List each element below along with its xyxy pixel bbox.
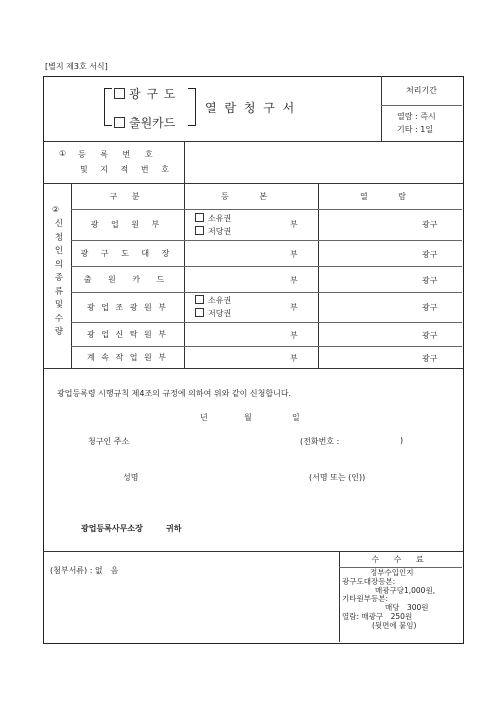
checkbox-mortgage[interactable] (195, 226, 204, 235)
row-name-mining-register: 광 업 원 부 (90, 220, 165, 229)
vertical-char: 청 (54, 232, 64, 243)
view-unit: 광구 (422, 331, 438, 340)
phone-close: ) (400, 436, 404, 445)
left-bracket (104, 88, 112, 126)
checkbox-mine-map[interactable] (114, 88, 125, 99)
vertical-char: 류 (54, 286, 64, 297)
copy-unit: 부 (290, 303, 298, 312)
opt-mortgage-lease[interactable]: 저당권 (195, 307, 231, 320)
vertical-char: 종 (54, 273, 64, 283)
applicant-name-label: 성명 (123, 473, 139, 482)
addressee: 광업등록사무소장 (81, 524, 143, 533)
phone-label: (전화번호 : (300, 437, 340, 446)
form-title: 열 람 청 구 서 (205, 101, 297, 115)
vertical-char: 의 (54, 259, 64, 270)
copy-unit: 부 (290, 354, 298, 363)
processing-period (397, 110, 436, 136)
fee-title: 수 수 료 (371, 554, 430, 564)
signature-label: (서명 또는 (인)) (309, 473, 366, 482)
processing-other: 기타 : 1일 (397, 125, 434, 134)
view-unit: 광구 (422, 250, 438, 259)
row-name-mine-map-ledger: 광 구 도 대 장 (80, 248, 175, 258)
row-line (43, 141, 463, 142)
vertical-char: 및 (54, 300, 64, 310)
row-name-trust-register: 광 업 신 탁 원 부 (86, 329, 169, 339)
view-unit: 광구 (422, 276, 438, 285)
lot-number-label: 및 지 적 번 호 (80, 165, 174, 174)
copy-unit: 부 (290, 250, 298, 259)
processing-divider (381, 105, 462, 106)
opt-mortgage[interactable]: 저당권 (195, 225, 231, 238)
row-line (43, 368, 463, 369)
reg-number-field[interactable] (186, 145, 458, 179)
form-label: [별지 제3호 서식] (45, 62, 108, 71)
addressee-suffix: 귀하 (166, 524, 182, 533)
view-unit: 광구 (422, 354, 438, 363)
opt-ownership-lease[interactable]: 소유권 (195, 294, 231, 307)
col-divider (184, 183, 185, 368)
row0-rights-options (195, 212, 231, 238)
col-header-copy: 등 본 (221, 191, 281, 201)
processing-label: 처리기간 (406, 86, 437, 95)
opt-ownership[interactable]: 소유권 (195, 212, 231, 225)
date-year: 년 (200, 413, 208, 422)
copy-unit: 부 (290, 220, 298, 229)
row3-rights-options (195, 294, 231, 320)
applicant-type-vertical-label (50, 218, 68, 340)
copy-unit: 부 (290, 331, 298, 340)
fee-line: 매당 300원 (385, 603, 429, 613)
vertical-char: 량 (54, 327, 64, 337)
fee-line: 기타원부등본: (342, 594, 388, 604)
row-name-leasing-register: 광 업 조 광 원 부 (86, 302, 169, 312)
section2-marker: ② (52, 205, 60, 214)
option-mine-map[interactable]: 광 구 도 (114, 85, 176, 102)
section1-divider (184, 141, 185, 183)
applicant-address-label: 청구인 주소 (88, 437, 130, 446)
vertical-char: 인 (54, 246, 64, 256)
date-day: 일 (292, 413, 300, 422)
vertical-char: 수 (54, 313, 64, 324)
option-application-card[interactable]: 출원카드 (114, 114, 175, 131)
col-divider (318, 183, 319, 368)
row-name-application-card: 출 원 카 드 (83, 274, 172, 284)
view-unit: 광구 (422, 220, 438, 229)
date-month: 월 (244, 413, 252, 422)
checkbox-application-card[interactable] (114, 117, 125, 128)
row-name-continuous-work-register: 계 속 작 업 원 부 (86, 352, 169, 362)
view-unit: 광구 (422, 303, 438, 312)
right-bracket (188, 88, 196, 126)
fee-line: (뒷면에 붙임) (372, 620, 417, 630)
reg-number-label: 등 록 번 호 (78, 150, 159, 159)
fee-line: 광구도대장등본: (342, 576, 396, 586)
checkbox-mortgage-lease[interactable] (195, 308, 204, 317)
col-header-category: 구 분 (109, 191, 146, 201)
fee-line: 정부수입인지 (370, 568, 414, 577)
fee-details (342, 569, 460, 631)
checkbox-ownership-lease[interactable] (195, 295, 204, 304)
application-statement: 광업등록령 시행규칙 제4조의 규정에 의하여 위와 같이 신청합니다. (57, 389, 292, 398)
col-header-view: 열 람 (360, 191, 420, 201)
processing-view: 열람 : 즉시 (397, 112, 436, 121)
section1-marker: ① (59, 149, 67, 158)
fee-line: 매광구당1,000원, (375, 585, 436, 595)
checkbox-ownership[interactable] (195, 213, 204, 222)
attachments: (첨부서류) : 없 음 (50, 566, 119, 575)
copy-unit: 부 (290, 276, 298, 285)
fee-line: 열람: 매광구 250원 (342, 611, 413, 621)
vertical-char: 신 (54, 219, 64, 229)
